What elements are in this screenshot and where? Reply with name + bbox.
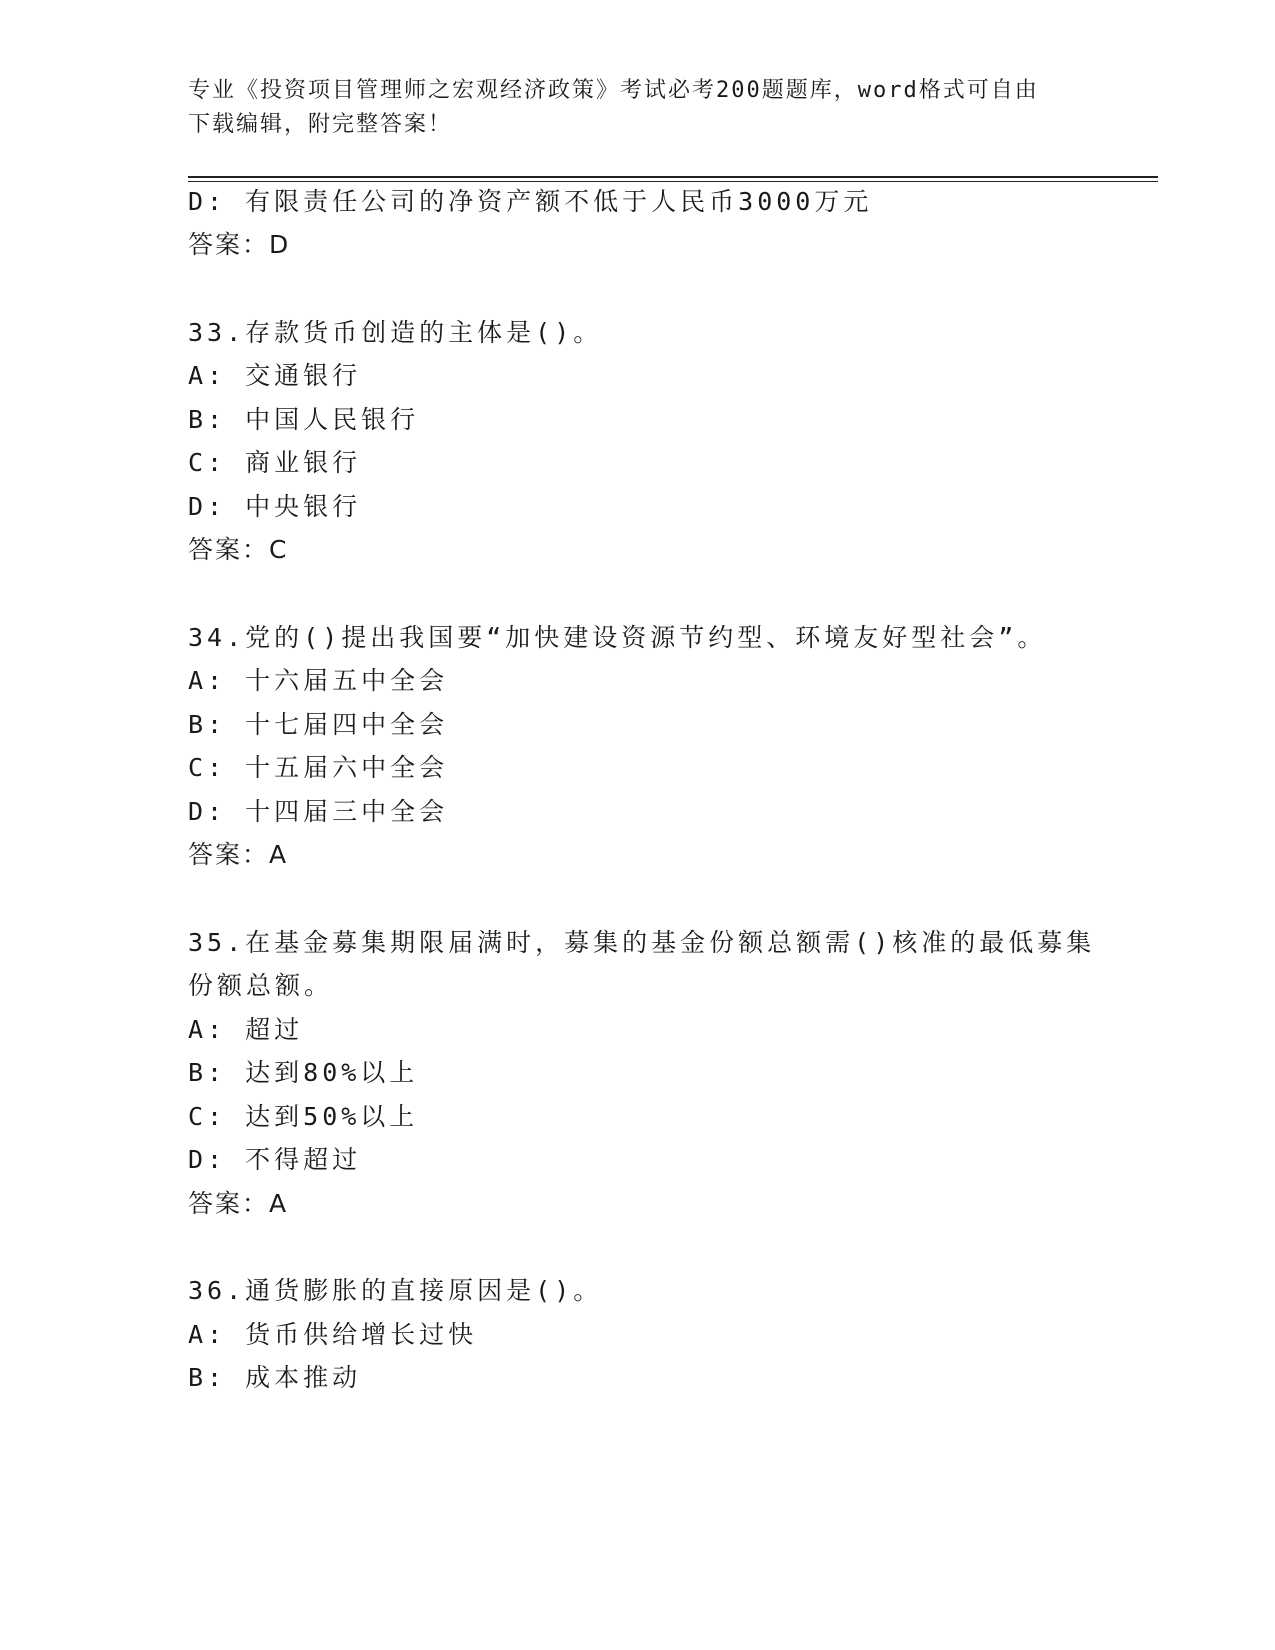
question-35-option-a: A: 超过 (188, 1015, 304, 1044)
option-d: D: 有限责任公司的净资产额不低于人民币3000万元 (188, 187, 873, 216)
question-35-option-d: D: 不得超过 (188, 1145, 362, 1174)
question-36-stem: 36.通货膨胀的直接原因是()。 (188, 1276, 603, 1305)
header-divider (188, 176, 1158, 182)
question-36-option-b: B: 成本推动 (188, 1363, 362, 1392)
question-33-option-c: C: 商业银行 (188, 448, 362, 477)
answer-label: 答案：D (188, 230, 291, 259)
question-33-answer: 答案：C (188, 535, 289, 564)
document-header (188, 74, 1088, 142)
question-36-option-a: A: 货币供给增长过快 (188, 1320, 478, 1349)
header-line-2: 下载编辑，附完整答案！ (188, 112, 453, 137)
question-33-option-d: D: 中央银行 (188, 492, 362, 521)
question-35-stem: 35.在基金募集期限届满时，募集的基金份额总额需()核准的最低募集 (188, 928, 1096, 957)
question-35-option-c: C: 达到50%以上 (188, 1102, 419, 1131)
question-34-stem: 34.党的()提出我国要“加快建设资源节约型、环境友好型社会”。 (188, 623, 1047, 652)
question-33-option-a: A: 交通银行 (188, 361, 362, 390)
question-35-answer: 答案：A (188, 1189, 289, 1218)
question-33-stem: 33.存款货币创造的主体是()。 (188, 318, 603, 347)
question-34-option-c: C: 十五届六中全会 (188, 753, 449, 782)
question-34-answer: 答案：A (188, 840, 289, 869)
question-35-option-b: B: 达到80%以上 (188, 1058, 419, 1087)
header-line-1: 专业《投资项目管理师之宏观经济政策》考试必考200题题库，word格式可自由 (188, 78, 1039, 103)
question-34-option-d: D: 十四届三中全会 (188, 797, 449, 826)
question-35-stem-continued: 份额总额。 (188, 971, 334, 1000)
question-34-option-b: B: 十七届四中全会 (188, 710, 449, 739)
question-33-option-b: B: 中国人民银行 (188, 405, 420, 434)
question-34-option-a: A: 十六届五中全会 (188, 666, 449, 695)
